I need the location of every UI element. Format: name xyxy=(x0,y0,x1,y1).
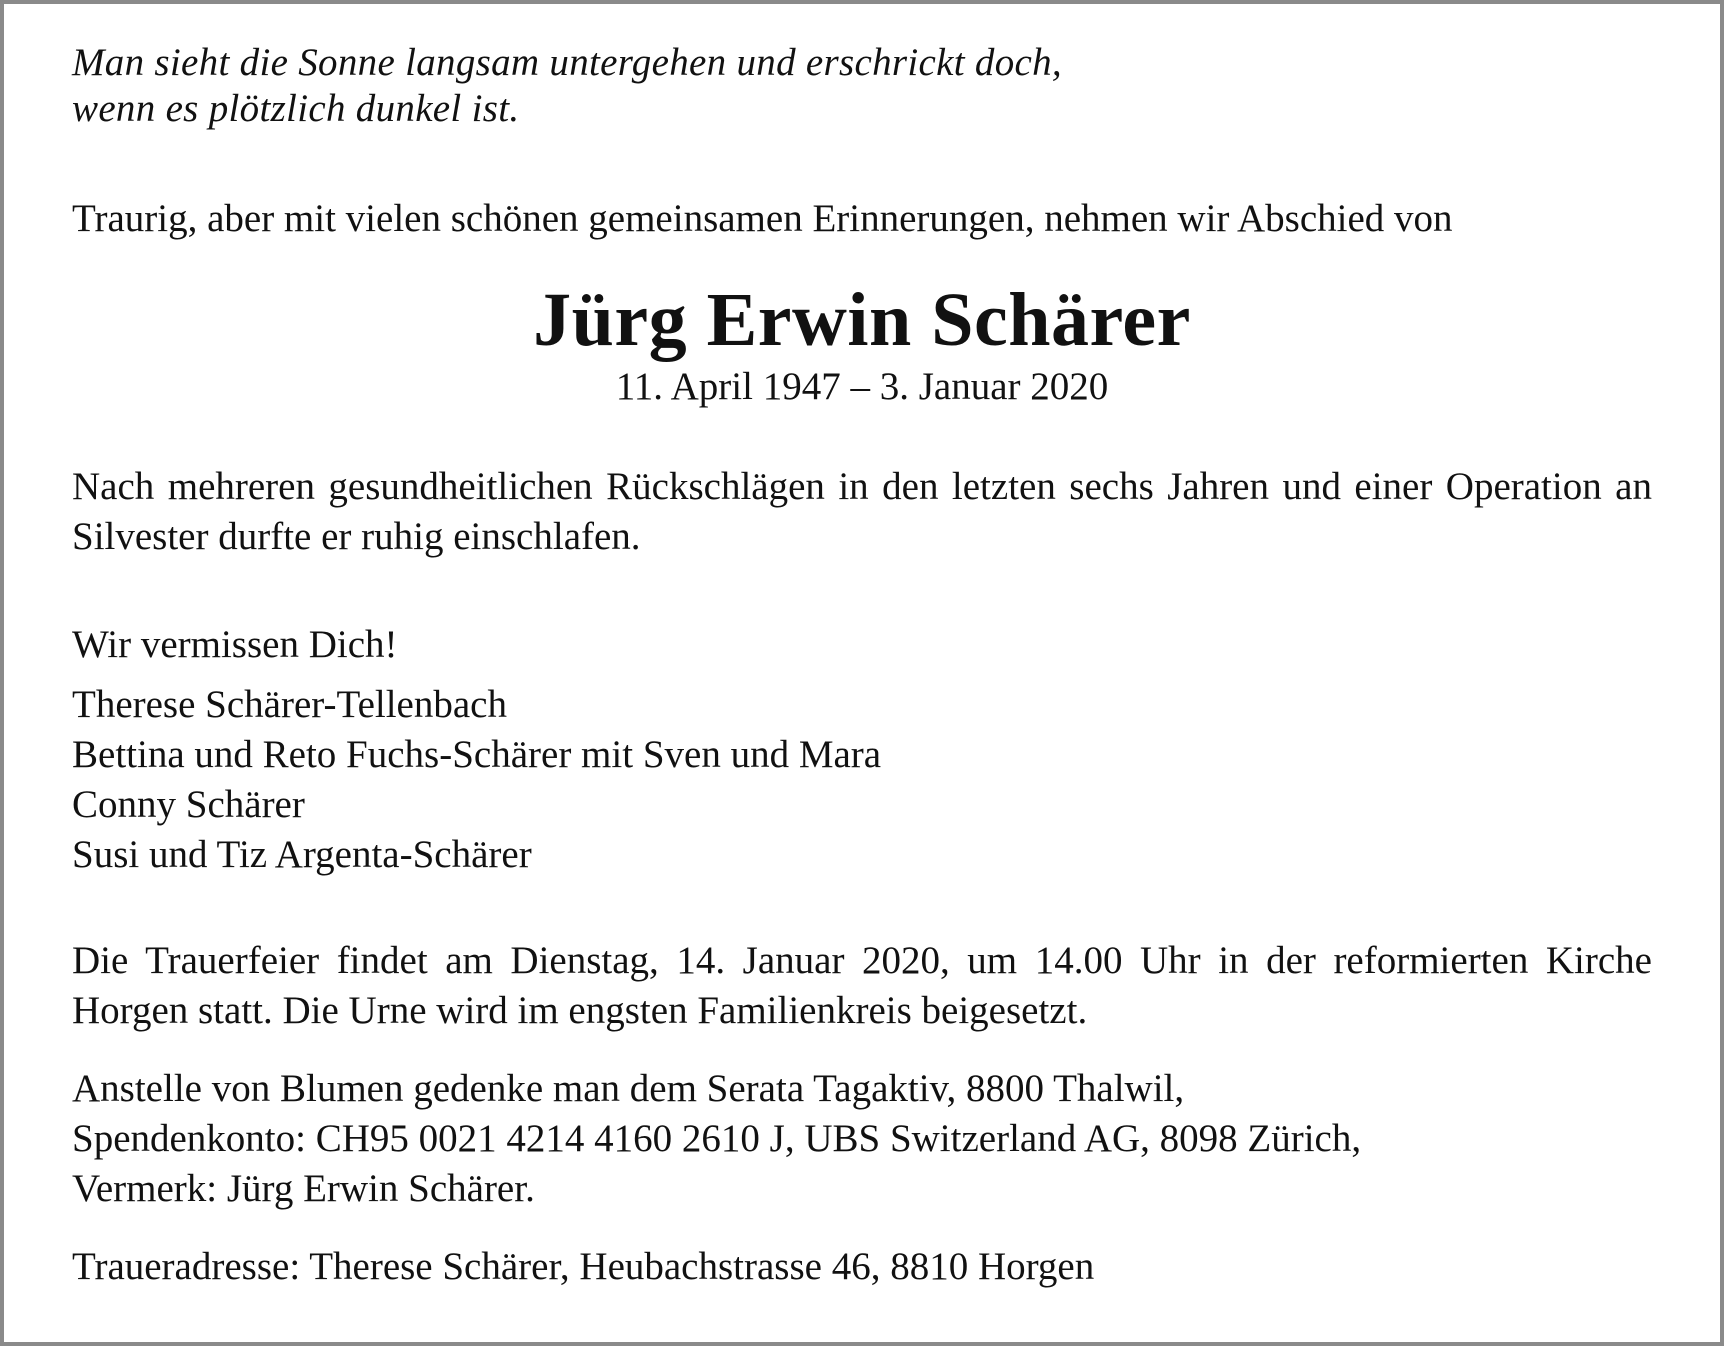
motto-line-2: wenn es plötzlich dunkel ist. xyxy=(72,87,520,130)
mourning-address: Traueradresse: Therese Schärer, Heubachstrasse 46, 8810 Horgen xyxy=(72,1245,1095,1288)
motto-line-1: Man sieht die Sonne langsam untergehen und erschrickt doch, xyxy=(72,41,1062,84)
deceased-name: Jürg Erwin Schärer xyxy=(533,278,1191,362)
obituary-notice xyxy=(72,40,1652,1292)
mourner-item: Susi und Tiz Argenta-Schärer xyxy=(72,833,532,876)
mourner-item: Conny Schärer xyxy=(72,783,305,826)
mourner-item: Bettina und Reto Fuchs-Schärer mit Sven und Mara xyxy=(72,733,882,776)
donation-line-2: Spendenkonto: CH95 0021 4214 4160 2610 J, UBS Switzerland AG, 8098 Zürich, xyxy=(72,1117,1362,1160)
donation-text xyxy=(72,1064,1652,1214)
motto-quote xyxy=(72,40,1652,132)
donation-line-1: Anstelle von Blumen gedenke man dem Serata Tagaktiv, 8800 Thalwil, xyxy=(72,1067,1185,1110)
passing-text: Nach mehreren gesundheitlichen Rückschlägen in den letzten sechs Jahren und einer Operation an Silvester durfte er ruhig einschlafen. xyxy=(72,465,1652,558)
miss-text: Wir vermissen Dich! xyxy=(72,623,398,666)
mourner-item: Therese Schärer-Tellenbach xyxy=(72,683,507,726)
life-dates: 11. April 1947 – 3. Januar 2020 xyxy=(615,365,1109,408)
mourners-list xyxy=(72,680,1652,880)
intro-text: Traurig, aber mit vielen schönen gemeinsamen Erinnerungen, nehmen wir Abschied von xyxy=(72,197,1453,240)
donation-line-3: Vermerk: Jürg Erwin Schärer. xyxy=(72,1167,535,1210)
ceremony-text: Die Trauerfeier findet am Dienstag, 14. Januar 2020, um 14.00 Uhr in der reformierten Kirche Horgen statt. Die Urne wird im engsten Familienkreis beigesetzt. xyxy=(72,939,1652,1032)
